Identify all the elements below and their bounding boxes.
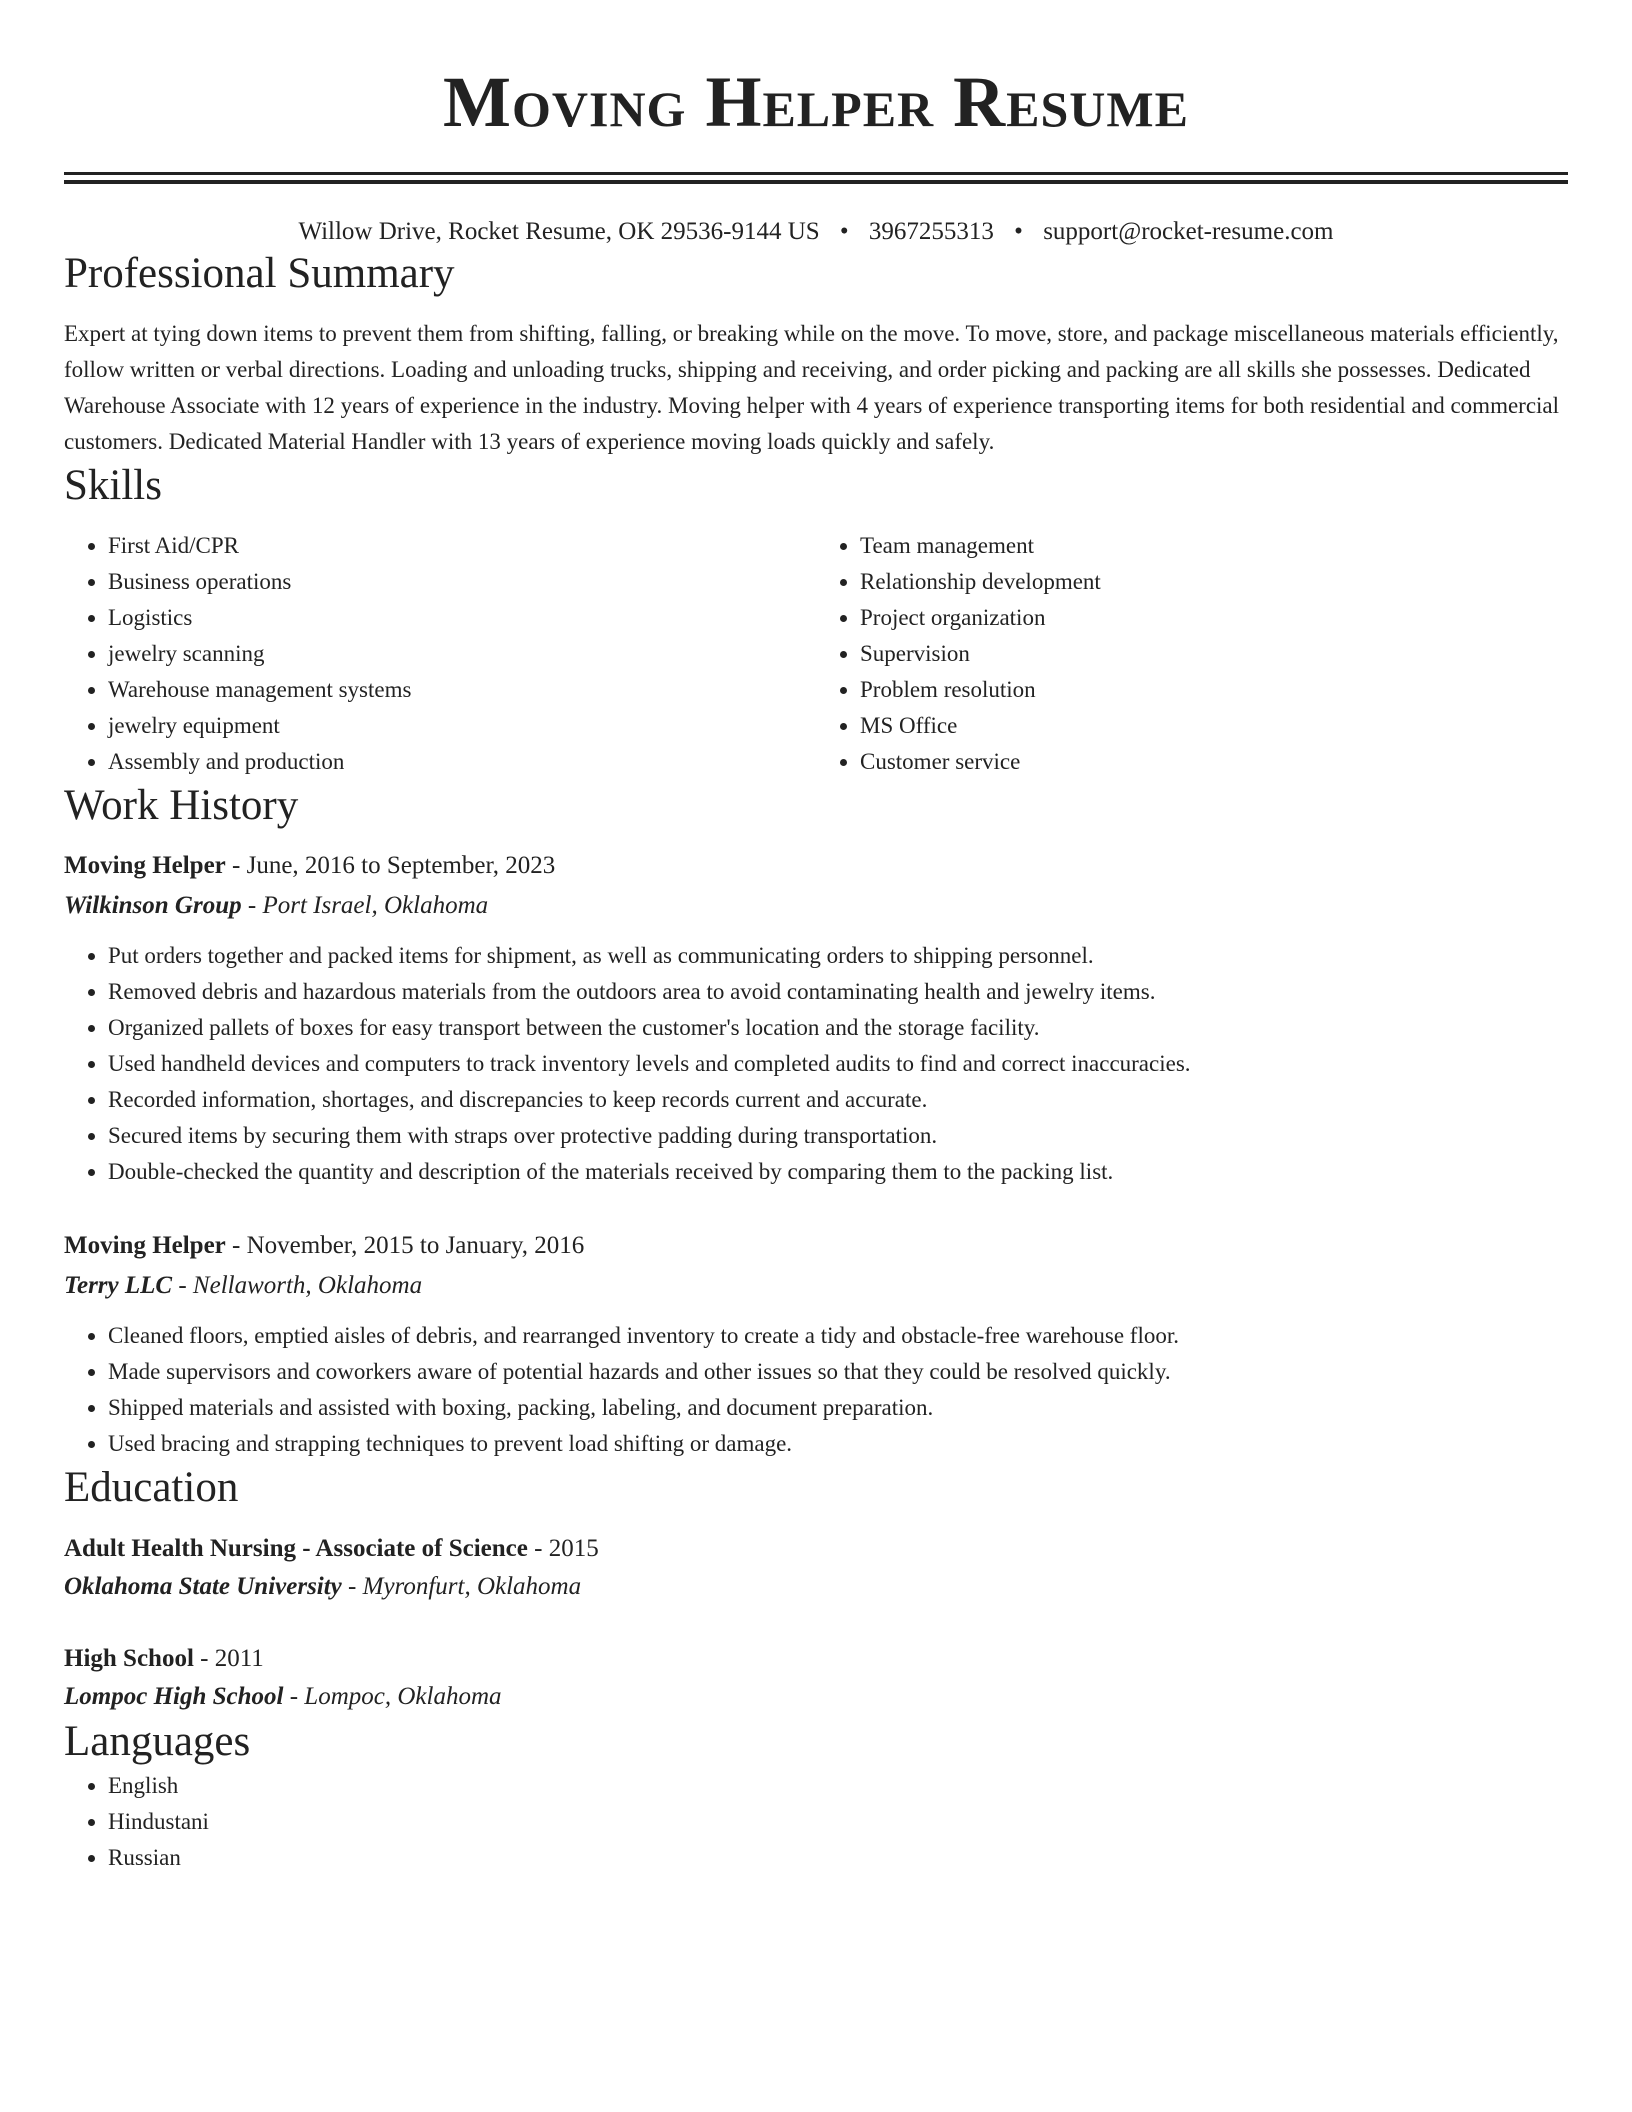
language-item: • Russian [108,1840,1568,1876]
contact-email: support@rocket-resume.com [1043,218,1334,245]
job-company: Terry LLC [64,1272,173,1299]
job-duty: • Made supervisors and coworkers aware of potential hazards and other issues so that they could be resolved quickly. [108,1354,1568,1390]
education-degree: Adult Health Nursing - Associate of Science [64,1535,528,1562]
job-duty: • Double-checked the quantity and description of the materials received by comparing them to the packing list. [108,1154,1568,1190]
title-divider [64,172,1568,184]
job-duties [64,1318,1568,1462]
work-history-heading: Work History [64,782,299,829]
job-duty: • Cleaned floors, emptied aisles of debris, and rearranged inventory to create a tidy and obstacle-free warehouse floor. [108,1318,1568,1354]
education-location: - Lompoc, Oklahoma [289,1683,502,1710]
contact-phone: 3967255313 [868,218,994,245]
skill-item: • First Aid/CPR [108,528,816,564]
resume-title: Moving Helper Resume [443,62,1189,142]
education-entry [64,1640,1568,1716]
education-year: - 2011 [200,1645,264,1672]
summary-text: Expert at tying down items to prevent them from shifting, falling, or breaking while on the move. To move, store, and package miscellaneous materials efficiently, follow written or verbal directions. Loading and unloading trucks, shipping and receiving, and order picking and packing are all skills she possesses. Dedicated Warehouse Associate with 12 years of experience in the industry. Moving helper with 4 years of experience transporting items for both residential and commercial customers. Dedicated Material Handler with 13 years of experience moving loads quickly and safely. [64,321,1560,454]
job-duty: • Removed debris and hazardous materials from the outdoors area to avoid contaminating health and jewelry items. [108,974,1568,1010]
skill-item: • Relationship development [860,564,1568,600]
skill-item: • jewelry scanning [108,636,816,672]
skill-item: • Problem resolution [860,672,1568,708]
education-degree-line [64,1530,1568,1568]
education-school: Lompoc High School [64,1683,284,1710]
skill-item: • Project organization [860,600,1568,636]
skills-list [64,528,1568,780]
job-company-line [64,886,1568,926]
job-company-line [64,1266,1568,1306]
job-title: Moving Helper [64,852,226,879]
skill-item: • jewelry equipment [108,708,816,744]
job-entry [64,1226,1568,1462]
job-duty: • Put orders together and packed items for shipment, as well as communicating orders to shipping personnel. [108,938,1568,974]
education-school-line [64,1678,1568,1716]
skill-item: • Assembly and production [108,744,816,780]
languages-list [64,1768,1568,1876]
job-title-line [64,846,1568,886]
job-location: - Port Israel, Oklahoma [247,892,489,919]
skill-item: • Business operations [108,564,816,600]
education-year: - 2015 [534,1535,599,1562]
job-entry [64,846,1568,1190]
job-title-line [64,1226,1568,1266]
education-school: Oklahoma State University [64,1573,342,1600]
job-duty: • Secured items by securing them with straps over protective padding during transportation. [108,1118,1568,1154]
job-duty: • Recorded information, shortages, and discrepancies to keep records current and accurate. [108,1082,1568,1118]
skill-item: • Team management [860,528,1568,564]
language-item: • English [108,1768,1568,1804]
education-heading: Education [64,1464,239,1511]
job-duty: • Organized pallets of boxes for easy transport between the customer's location and the storage facility. [108,1010,1568,1046]
job-dates: - June, 2016 to September, 2023 [232,852,556,879]
skills-column-right [816,528,1568,780]
skill-item: • Warehouse management systems [108,672,816,708]
contact-address: Willow Drive, Rocket Resume, OK 29536-9144 US [298,218,820,245]
skills-heading: Skills [64,462,162,509]
job-company: Wilkinson Group [64,892,242,919]
education-degree-line [64,1640,1568,1678]
skill-item: • Logistics [108,600,816,636]
contact-separator: • [839,218,849,245]
contact-separator: • [1014,218,1023,245]
job-duty: • Shipped materials and assisted with boxing, packing, labeling, and document preparation. [108,1390,1568,1426]
education-degree: High School [64,1645,194,1672]
education-entry [64,1530,1568,1606]
education-location: - Myronfurt, Oklahoma [348,1573,582,1600]
job-duty: • Used bracing and strapping techniques to prevent load shifting or damage. [108,1426,1568,1462]
skill-item: • MS Office [860,708,1568,744]
language-item: • Hindustani [108,1804,1568,1840]
education-school-line [64,1568,1568,1606]
summary-heading: Professional Summary [64,250,455,297]
skills-column-left [64,528,816,780]
languages-heading: Languages [64,1718,251,1765]
job-dates: - November, 2015 to January, 2016 [232,1232,585,1259]
job-duty: • Used handheld devices and computers to track inventory levels and completed audits to find and correct inaccuracies. [108,1046,1568,1082]
job-duties [64,938,1568,1190]
skill-item: • Supervision [860,636,1568,672]
skill-item: • Customer service [860,744,1568,780]
contact-line [64,216,1568,248]
job-location: - Nellaworth, Oklahoma [178,1272,423,1299]
job-title: Moving Helper [64,1232,226,1259]
